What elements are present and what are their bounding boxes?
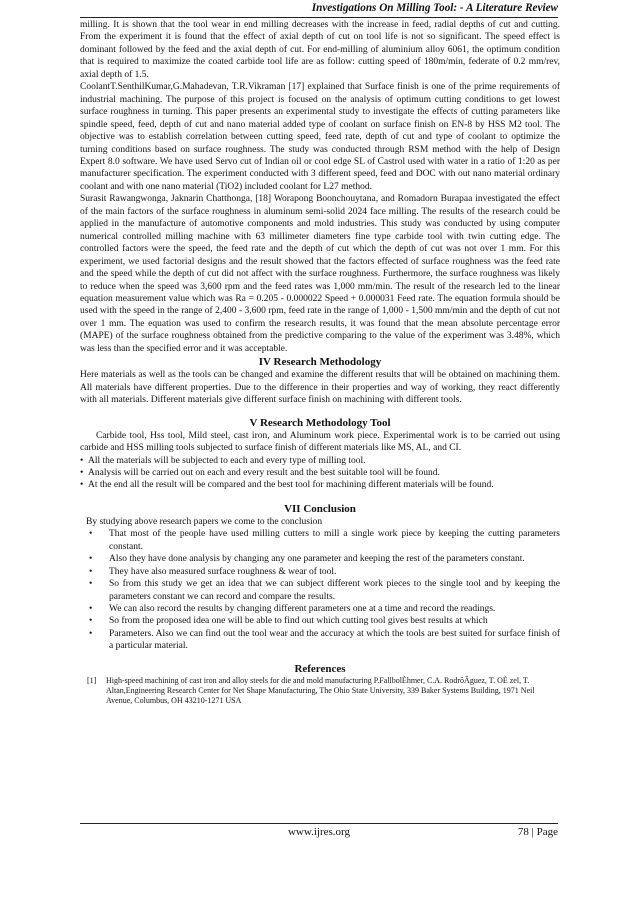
list-item-text: They have also measured surface roughness & wear of tool. bbox=[109, 566, 337, 577]
paragraph-rawangwonga: Surasit Rawangwonga, Jaknarin Chatthonga, [18] Worapong Boonchouytana, and Romadorn Burapaa investigated the effect of the main factors of the surface roughness in aluminum semi-solid 2024 face milling. The results of the research could be applied in the manufacture of automotive components and mold industries. This study was conducted by using computer numerical controlled milling machine with 63 millimeter diameters fine type carbide tool with twin cutting edge. The controlled factors were the speed, the feed rate and the depth of cut which the depth of cut was not over 1 mm. For this experiment, we used factorial designs and the result showed that the factors effected of surface roughness was the feed rate and the speed while the depth of cut did not affect with the surface roughness. Furthermore, the surface roughness was likely to reduce when the speed was 3,600 rpm and the feed rates was 1,000 mm/min. The result of the research led to the linear equation measurement value which was Ra = 0.205 - 0.000022 Speed + 0.000031 Feed rate. The equation formula should be used with the speed in the range of 2,400 - 3,600 rpm, feed rate in the range of 1,000 - 1,500 mm/min and the depth of cut not over 1 mm. The equation was used to confirm the research results, it was found that the mean absolute percentage error (MAPE) of the surface roughness obtained from the predictive comparing to the value of the experiment was 3.48%, which was less than the specified error and it was acceptable. bbox=[80, 194, 560, 354]
section-heading-conclusion: VII Conclusion bbox=[284, 502, 356, 515]
list-item-text: So from the proposed idea one will be able to find out which cutting tool gives best results at which bbox=[109, 616, 488, 627]
list-item bbox=[80, 553, 560, 565]
footer-website: www.ijres.org bbox=[287, 826, 351, 838]
list-item-text: That most of the people have used milling cutters to mill a single work piece by keeping the cutting parameters constant. bbox=[109, 529, 560, 552]
list-item bbox=[80, 578, 560, 603]
footer-page-number: 78 | Page bbox=[517, 826, 558, 838]
list-item-text: Analysis will be carried out on each and every result and the best suitable tool will be found. bbox=[88, 467, 440, 478]
list-item bbox=[80, 566, 560, 578]
bullet-icon: • bbox=[89, 566, 93, 577]
reference-text: High-speed machining of cast iron and alloy steels for die and mold manufacturing P.FallbolÈhmer, C.A. RodrõÂguez, T. OÈ zel, T. Altan,Engineering Research Center for Net Shape Manufacturing, The Ohio State University, 339 Baker Systems Building, 1971 Neil Avenue, Columbus, OH 43210-1271 USA bbox=[106, 675, 535, 706]
bullet-icon: • bbox=[89, 579, 93, 590]
page-body bbox=[80, 19, 560, 706]
list-item-text: All the materials will be subjected to each and every type of milling tool. bbox=[88, 455, 366, 466]
list-item bbox=[80, 528, 560, 553]
bullet-icon: • bbox=[89, 554, 93, 565]
list-item bbox=[80, 455, 560, 467]
bullet-icon: • bbox=[89, 529, 93, 540]
conclusion-list bbox=[80, 528, 560, 653]
reference-number: [1] bbox=[87, 675, 97, 685]
bullet-icon: • bbox=[80, 455, 84, 466]
paragraph-methodology-tool: Carbide tool, Hss tool, Mild steel, cast iron, and Aluminum work piece. Experimental work is to be carried out using carbide and HSS milling tools subjected to surface finish of different materials like MS, AL, and CI. bbox=[80, 430, 560, 454]
list-item bbox=[80, 603, 560, 615]
running-header: Investigations On Milling Tool: - A Literature Review bbox=[311, 2, 558, 14]
list-item-text: At the end all the result will be compared and the best tool for machining different materials will be found. bbox=[88, 480, 494, 491]
bullet-icon: • bbox=[80, 480, 84, 491]
bullet-icon: • bbox=[89, 616, 93, 627]
list-item-text: We can also record the results by changing different parameters one at a time and record the readings. bbox=[109, 604, 496, 615]
paragraph-senthilkumar: CoolantT.SenthilKumar,G.Mahadevan, T.R.Vikraman [17] explained that Surface finish is one of the prime requirements of industrial machining. The purpose of this project is focused on the analysis of optimum cutting conditions to get lowest surface roughness in turning. This paper presents an experimental study to investigate the effects of cutting parameters like spindle speed, feed, depth of cut and nano material added type of coolant on surface finish on EN-8 by HSS M2 tool. The objective was to establish correlation between cutting speed, feed rate, depth of cut and type of coolant to optimize the turning conditions based on surface roughness. The study was conducted through RSM method with the help of Design Expert 8.0 software. We have used Servo cut of Indian oil or cool edge SL of Castrol used with water in a ratio of 1:20 as per manufacturer specification. The experiment conducted with 3 different speed, feed and DOC with out nano material ordinary coolant and with one nano material (TiO2) included coolant for L27 method. bbox=[80, 82, 560, 192]
reference-item bbox=[80, 676, 560, 707]
list-item bbox=[80, 615, 560, 627]
list-item-text: So from this study we get an idea that we can subject different work pieces to the single tool and by keeping the parameters constant we can record and compare the results. bbox=[109, 579, 560, 602]
paragraph-conclusion-intro: By studying above research papers we come to the conclusion bbox=[86, 516, 323, 527]
section-heading-references: References bbox=[294, 662, 346, 675]
bullet-icon: • bbox=[89, 604, 93, 615]
section-heading-research-methodology: IV Research Methodology bbox=[258, 356, 382, 369]
list-item bbox=[80, 467, 560, 479]
bullet-icon: • bbox=[80, 467, 84, 478]
paragraph-research-methodology: Here materials as well as the tools can be changed and examine the different results that will be obtained on machining them. All materials have different properties. Due to the difference in their properties and way of working, they react differently with all materials. Different materials give different surface finish on machining with different tools. bbox=[80, 370, 560, 406]
section-heading-methodology-tool: V Research Methodology Tool bbox=[249, 416, 391, 429]
list-item bbox=[80, 628, 560, 653]
list-item-text: Also they have done analysis by changing any one parameter and keeping the rest of the parameters constant. bbox=[109, 554, 525, 565]
list-item bbox=[80, 479, 560, 491]
list-item-text: Parameters. Also we can find out the tool wear and the accuracy at which the tools are best suited for surface finish of a particular material. bbox=[109, 628, 560, 652]
header-rule bbox=[80, 17, 558, 18]
paragraph-milling-tool-wear: milling. It is shown that the tool wear in end milling decreases with the increase in feed, radial depths of cut and cutting. From the experiment it is found that the effect of axial depth of cut on tool life is not so significant. The speed effect is dominant followed by the feed and the axial depth of cut. For end-milling of aluminium alloy 6061, the optimum condition that is required to maximize the coated carbide tool life are as follow: cutting speed of 180m/min, federate of 0.2 mm/rev, axial depth of 1.5. bbox=[80, 20, 560, 80]
footer-rule bbox=[80, 823, 558, 824]
bullet-icon: • bbox=[89, 628, 93, 639]
